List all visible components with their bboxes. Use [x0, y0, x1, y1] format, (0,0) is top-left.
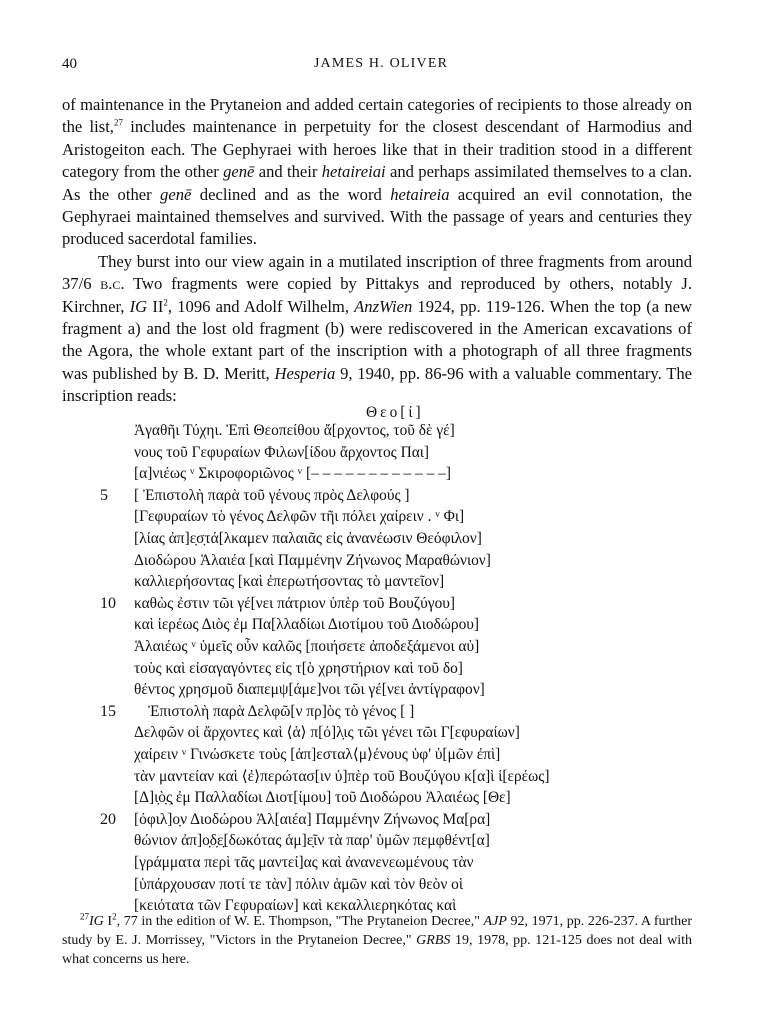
inscription-text: [ Ἐπιστολὴ παρὰ τοῦ γένους πρὸς Δελφούς ]	[134, 486, 410, 504]
footnote-ref: 27	[113, 117, 123, 128]
inscription-text: Διοδώρου Ἁλαιέα [καὶ Παμμένην Ζήνωνος Μαραθώνιον]	[134, 551, 491, 569]
inscription-heading: Θεο[ί]	[366, 404, 424, 421]
inscription-text: Ἐπιστολὴ παρὰ Δελφῶ[ν πρ]ὸς τὸ γένος [ ]	[148, 702, 415, 720]
inscription-text: καθὼς ἐστιν τῶι γέ[νει πάτριον ὑπὲρ τοῦ Βουζύγου]	[134, 594, 456, 612]
paragraph-2: They burst into our view again in a mutilated inscription of three fragments from around 37/6 b.c. Two fragments were copied by Pittakys and reproduced by others, notably J. Kirchner, IG $II^2$, 1096 and Adolf Wilhelm, AnzWien 1924, pp. 119-126. When the top (a new fragment a) and the lost old fragment (b) were rediscovered in the American excavations of the Agora, the whole extant part of the inscription with a photograph of all three fragments was published by B. D. Meritt, Hesperia 9, 1940, pp. 86-96 with a valuable commentary. The inscription reads:	[62, 251, 693, 406]
inscription-text: [όφιλ]ο̣ν Διοδώρου Ἁλ[αιέα] Παμμένην Ζήνωνος Μα[ρα]	[134, 810, 491, 828]
inscription-text: [γράμματα περὶ τᾶς μαντεί]ας καὶ ἀνανενεωμένους τὰν	[134, 854, 474, 871]
inscription-text: [Δ]ι̣ὸ̣ς̣ ἐμ Παλλαδίωι Διοτ[ίμου] τοῦ Διοδώρου Ἁλαιέως [Θε]	[134, 789, 511, 807]
inscription-text: θέντος χρησμοῦ διαπεμψ[άμε]νοι τῶι γέ[νει ἀντίγραφον]	[134, 681, 485, 699]
line-number: 20	[100, 810, 116, 828]
inscription-text: [λίας ἀπ]ε̣σ̣τά[λκαμεν παλαιᾶς εἰς ἀνανέωσιν Θεόφιλον]	[134, 530, 482, 547]
paragraph-1: of maintenance in the Prytaneion and added certain categories of recipients to those already on the list,$^{27}$ includes maintenance in perpetuity for the closest descendant of Harmodius and Aristogeiton each. The Gephyraei with heroes like that in their tradition stood in a different category from the other genē and their hetaireiai and perhaps assimilated themselves to a clan. As the other genē declined and as the word hetaireia acquired an evil connotation, the Gephyraei maintained themselves and survived. With the passage of years and centuries they produced sacerdotal families.	[62, 95, 693, 249]
inscription-text: θώνιον ἀπ]ο̣δ̣ε̣[δωκότας ἁμ]ε̣ῖν τὰ παρ' ὑμῶν πεμφθέντ[α]	[134, 832, 490, 850]
footnote-number: 27	[80, 911, 89, 922]
inscription-text: καλλιερήσοντας [καὶ ἐπερωτήσοντας τὸ μαντεῖον]	[134, 573, 445, 591]
line-number: 10	[100, 594, 116, 612]
inscription-text: Ἀγαθῆι Τύχηι. Ἐπὶ Θεοπείθου ἄ[ρχοντος, τοῦ δὲ γέ]	[134, 422, 455, 439]
inscription-text: [Γεφυραίων τὸ γένος Δελφῶν τῆι πόλει χαίρειν . ᵛ Φι]	[134, 508, 465, 526]
inscription-text: Δελφῶν οἱ ἄρχοντες καὶ ⟨ἁ⟩ π[ό]λ̣ις τῶι γένει τῶι Γ[εφυραίων]	[134, 724, 520, 742]
inscription-text: τοὺς καὶ εἰσαγαγόντες εἰς τ[ὸ χρηστήριον καὶ τοῦ δο]	[134, 659, 463, 677]
running-head	[62, 56, 700, 78]
inscription-text: νους τοῦ Γεφυραίων Φιλων[ίδου ἄρχοντος Παι]	[134, 443, 430, 461]
page-number: 40	[62, 56, 77, 72]
inscription-text: [α]νιέως ᵛ Σκιροφοριῶνος ᵛ [– – – – – – – – – – – –]	[134, 465, 451, 483]
inscription-text: καὶ ἱερέως Διὸς ἐμ Πα[λλαδίωι Διοτίμου τοῦ Διοδώρου]	[134, 616, 480, 634]
line-number: 15	[100, 702, 116, 720]
running-title: JAMES H. OLIVER	[313, 56, 449, 71]
footnote: $^{27}$IG $I^2$, 77 in the edition of W. E. Thompson, "The Prytaneion Decree," AJP 92, 1971, pp. 226-237. A further study by E. J. Morrissey, "Victors in the Prytaneion Decree," GRBS 19, 1978, pp. 121-125 does not deal with what concerns us here.	[62, 911, 693, 967]
inscription-text: τὰν μαντείαν καὶ ⟨ἐ⟩περώτασ[ιν ὑ]πὲρ τοῦ Βουζύγου κ[α]ὶ ἱ[ερέως]	[134, 767, 550, 785]
inscription-text: χαίρειν ᵛ Γινώσκετε τοὺς [ἀπ]εσταλ⟨μ⟩ένους ὑφ' ὑ[μῶν ἐπὶ]	[134, 746, 501, 763]
inscription-text: [ὑπάρχουσαν ποτί τε τὰν] πόλιν ἁμῶν καὶ τὸν θεὸν οἱ	[134, 875, 464, 893]
line-number: 5	[100, 486, 108, 504]
body-text	[62, 94, 692, 408]
inscription-text: [κειότατα τῶν Γεφυραίων] καὶ κεκαλλιερηκότας καὶ	[134, 897, 457, 915]
inscription-text: Ἁλαιέως ᵛ ὑμεῖς οὖν καλῶς [ποιήσετε ἀποδεξάμενοι αὐ]	[134, 638, 480, 655]
